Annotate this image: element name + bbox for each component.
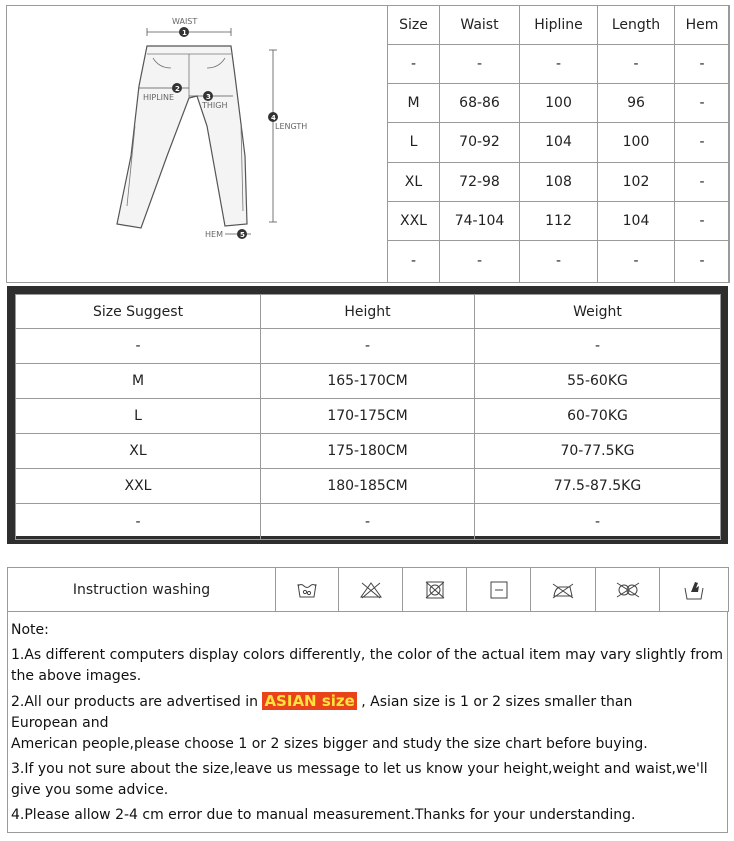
cell: - bbox=[675, 123, 730, 162]
hipline-label: HIPLINE bbox=[143, 93, 175, 102]
svg-text:4: 4 bbox=[271, 114, 276, 122]
table-row bbox=[16, 434, 721, 469]
cell: - bbox=[440, 240, 520, 282]
no-bleach-icon bbox=[339, 568, 403, 612]
svg-text:5: 5 bbox=[240, 231, 245, 239]
table-row bbox=[16, 364, 721, 399]
table-row bbox=[16, 399, 721, 434]
cell: L bbox=[16, 399, 261, 434]
dry-flat-icon bbox=[467, 568, 531, 612]
note-2 bbox=[11, 691, 723, 713]
table-row bbox=[388, 162, 730, 201]
cell: - bbox=[440, 45, 520, 84]
table-row bbox=[388, 201, 730, 240]
cell: 72-98 bbox=[440, 162, 520, 201]
cell: M bbox=[388, 84, 440, 123]
suggest-header bbox=[16, 295, 721, 329]
cell: XL bbox=[388, 162, 440, 201]
table-row bbox=[16, 329, 721, 364]
note-2-line2: European and bbox=[11, 715, 109, 731]
table-row bbox=[388, 240, 730, 282]
cell: 170-175CM bbox=[261, 399, 475, 434]
asian-size-highlight: ASIAN size bbox=[264, 692, 355, 710]
header-hipline: Hipline bbox=[520, 6, 598, 45]
washing-instructions bbox=[7, 567, 729, 612]
table-row bbox=[16, 469, 721, 504]
note-2-post: , Asian size is 1 or 2 sizes smaller than bbox=[356, 694, 633, 710]
cell: - bbox=[598, 240, 675, 282]
cell: - bbox=[16, 329, 261, 364]
length-dimension bbox=[268, 50, 307, 222]
cell: - bbox=[675, 162, 730, 201]
note-4: 4.Please allow 2-4 cm error due to manual measurement.Thanks for your understanding. bbox=[11, 807, 636, 823]
cell: 180-185CM bbox=[261, 469, 475, 504]
header-length: Length bbox=[598, 6, 675, 45]
table-row bbox=[388, 84, 730, 123]
notes-title: Note: bbox=[11, 622, 49, 638]
header-hem: Hem bbox=[675, 6, 730, 45]
svg-text:3: 3 bbox=[206, 93, 211, 101]
header-size: Size bbox=[388, 6, 440, 45]
header-size-suggest: Size Suggest bbox=[16, 295, 261, 329]
pants-outline bbox=[117, 46, 247, 228]
cell: 70-92 bbox=[440, 123, 520, 162]
cell: 70-77.5KG bbox=[475, 434, 721, 469]
washing-label: Instruction washing bbox=[8, 568, 276, 612]
cell: XXL bbox=[388, 201, 440, 240]
no-tumble-dry-icon bbox=[403, 568, 467, 612]
cell: 108 bbox=[520, 162, 598, 201]
waist-dimension bbox=[147, 17, 231, 37]
cell: 74-104 bbox=[440, 201, 520, 240]
hem-label: HEM bbox=[205, 230, 223, 239]
size-suggest-table bbox=[15, 294, 721, 540]
cell: - bbox=[388, 240, 440, 282]
size-chart-header bbox=[388, 6, 730, 45]
cell: - bbox=[388, 45, 440, 84]
length-label: LENGTH bbox=[275, 122, 308, 131]
iron-low-icon bbox=[531, 568, 596, 612]
cell: - bbox=[475, 504, 721, 540]
note-2-pre: 2.All our products are advertised in bbox=[11, 694, 263, 710]
wash-30-icon bbox=[276, 568, 339, 612]
cell: - bbox=[16, 504, 261, 540]
cell: 104 bbox=[520, 123, 598, 162]
cell: - bbox=[475, 329, 721, 364]
header-waist: Waist bbox=[440, 6, 520, 45]
cell: - bbox=[520, 45, 598, 84]
cell: M bbox=[16, 364, 261, 399]
cell: - bbox=[675, 84, 730, 123]
size-chart-table bbox=[387, 5, 730, 283]
cell: L bbox=[388, 123, 440, 162]
header-height: Height bbox=[261, 295, 475, 329]
cell: 165-170CM bbox=[261, 364, 475, 399]
cell: - bbox=[675, 201, 730, 240]
table-row bbox=[388, 45, 730, 84]
cell: XXL bbox=[16, 469, 261, 504]
cell: - bbox=[261, 504, 475, 540]
table-row bbox=[388, 123, 730, 162]
thigh-label: THIGH bbox=[202, 101, 228, 110]
cell: - bbox=[520, 240, 598, 282]
svg-text:1: 1 bbox=[182, 29, 187, 37]
cell: 102 bbox=[598, 162, 675, 201]
cell: 60-70KG bbox=[475, 399, 721, 434]
cell: - bbox=[675, 240, 730, 282]
waist-label: WAIST bbox=[172, 17, 198, 26]
cell: 104 bbox=[598, 201, 675, 240]
cell: 96 bbox=[598, 84, 675, 123]
table-row bbox=[16, 504, 721, 540]
note-2-line3: American people,please choose 1 or 2 sizes bigger and study the size chart before buying. bbox=[11, 736, 648, 752]
hand-wash-icon bbox=[660, 568, 729, 612]
cell: 175-180CM bbox=[261, 434, 475, 469]
cell: 112 bbox=[520, 201, 598, 240]
cell: 100 bbox=[520, 84, 598, 123]
cell: 68-86 bbox=[440, 84, 520, 123]
cell: - bbox=[598, 45, 675, 84]
hem-dimension bbox=[205, 229, 251, 239]
note-1: 1.As different computers display colors differently, the color of the actual item may vary slightly from the above images. bbox=[11, 647, 723, 684]
cell: 100 bbox=[598, 123, 675, 162]
note-3: 3.If you not sure about the size,leave us message to let us know your height,weight and waist,we'll give you some advice. bbox=[11, 761, 708, 798]
notes-box bbox=[7, 611, 728, 833]
header-weight: Weight bbox=[475, 295, 721, 329]
pants-diagram bbox=[7, 6, 387, 282]
cell: - bbox=[261, 329, 475, 364]
svg-text:2: 2 bbox=[175, 85, 180, 93]
no-dry-clean-icon bbox=[596, 568, 660, 612]
cell: - bbox=[675, 45, 730, 84]
cell: 55-60KG bbox=[475, 364, 721, 399]
cell: 77.5-87.5KG bbox=[475, 469, 721, 504]
cell: XL bbox=[16, 434, 261, 469]
